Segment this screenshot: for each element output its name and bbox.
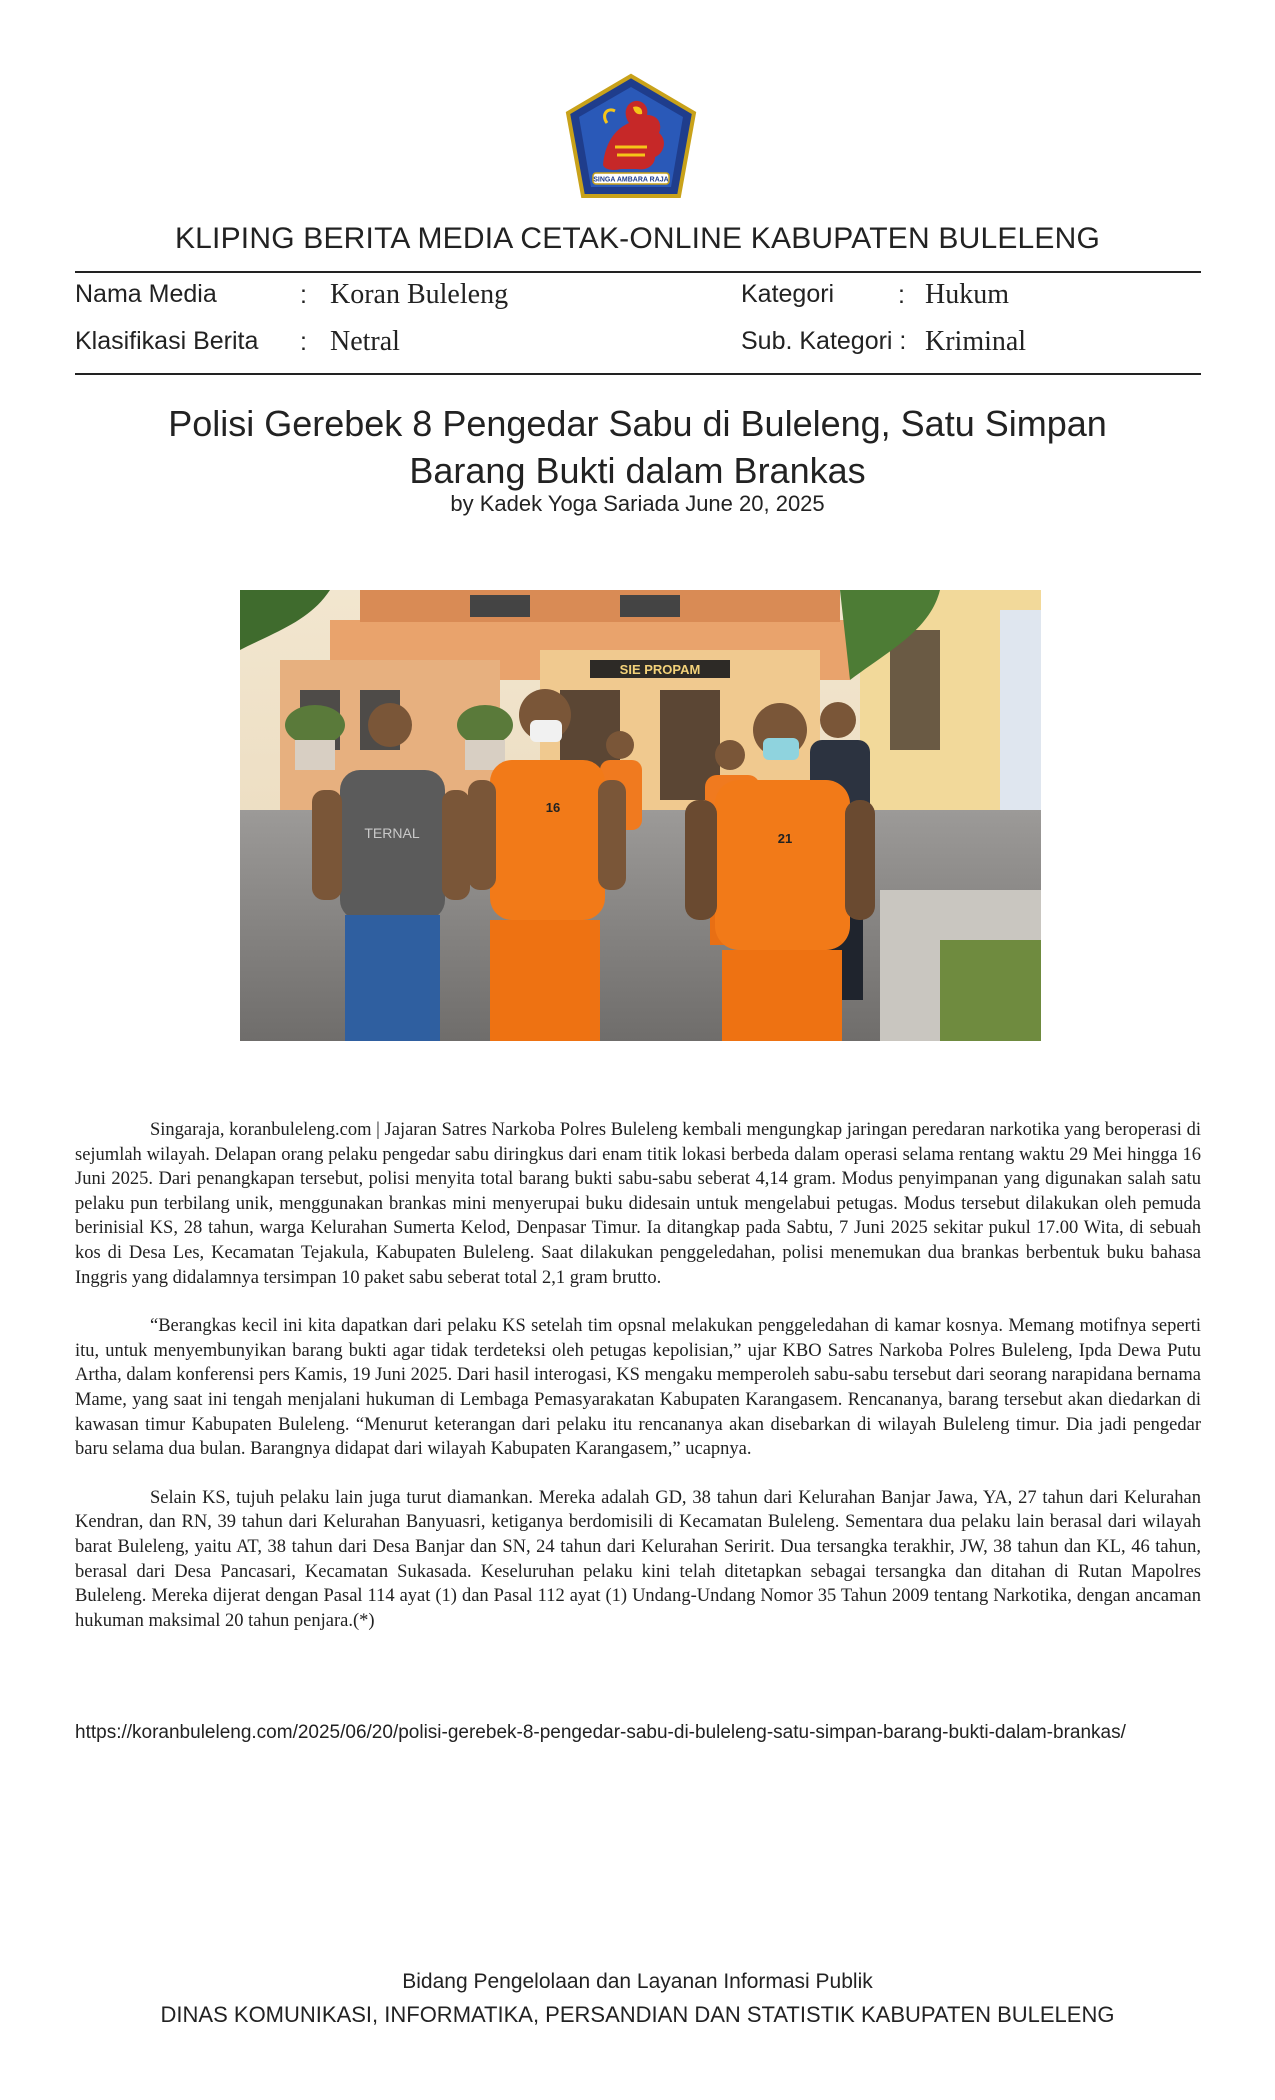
article-photo: [240, 590, 1041, 1041]
photo-prisoner-number-16: 16: [545, 800, 561, 815]
article-paragraph-1: Singaraja, koranbuleleng.com | Jajaran Satres Narkoba Polres Buleleng kembali mengungkap jaringan peredaran narkotika yang beroperasi di sejumlah wilayah. Delapan orang pelaku pengedar sabu diringkus dari enam titik lokasi berbeda dalam operasi selama rentang waktu 29 Mei hingga 16 Juni 2025. Dari penangkapan tersebut, polisi menyita total barang bukti sabu-sabu seberat 4,14 gram. Modus penyimpanan yang digunakan salah satu pelaku pun terbilang unik, menggunakan brankas mini menyerupai buku didesain untuk mengelabui petugas. Modus tersebut dilakukan oleh pemuda berinisial KS, 28 tahun, warga Kelurahan Sumerta Kelod, Denpasar Timur. Ia ditangkap pada Sabtu, 7 Juni 2025 sekitar pukul 17.00 Wita, di sebuah kos di Desa Les, Kecamatan Tejakula, Kabupaten Buleleng. Saat dilakukan penggeledahan, polisi menemukan dua brankas berbentuk buku bahasa Inggris yang didalamnya tersimpan 10 paket sabu seberat total 2,1 gram brutto.: [75, 1120, 1201, 1288]
media-name-value: Koran Buleleng: [330, 279, 509, 310]
footer-department: DINAS KOMUNIKASI, INFORMATIKA, PERSANDIAN DAN STATISTIK KABUPATEN BULELENG: [160, 2002, 1115, 2027]
media-name-label: Nama Media: [75, 280, 217, 308]
logo-motto: SINGA AMBARA RAJA: [593, 176, 669, 184]
news-classification-separator: :: [300, 328, 307, 356]
headline-line-2: Barang Bukti dalam Brankas: [409, 450, 866, 491]
photo-prisoner-number-21: 21: [777, 831, 793, 846]
article-source-url[interactable]: https://koranbuleleng.com/2025/06/20/polisi-gerebek-8-pengedar-sabu-di-buleleng-satu-simpan-barang-bukti-dalam-brankas/: [75, 1722, 1126, 1743]
sub-category-value: Kriminal: [925, 326, 1027, 357]
article-byline: by Kadek Yoga Sariada June 20, 2025: [450, 491, 825, 516]
category-value: Hukum: [925, 279, 1009, 310]
headline-line-1: Polisi Gerebek 8 Pengedar Sabu di Buleleng, Satu Simpan: [168, 403, 1107, 444]
photo-shirt-text: TERNAL: [364, 825, 420, 841]
photo-sign-text: SIE PROPAM: [619, 662, 701, 677]
article-paragraph-3: Selain KS, tujuh pelaku lain juga turut diamankan. Mereka adalah GD, 38 tahun dari Kelurahan Banjar Jawa, YA, 27 tahun dari Kelurahan Kendran, dan RN, 39 tahun dari Kelurahan Banyuasri, ketiganya berdomisili di Kecamatan Buleleng. Sementara dua pelaku lain berasal dari wilayah barat Buleleng, yaitu AT, 38 tahun dari Desa Banjar dan SN, 24 tahun dari Kelurahan Seririt. Dua tersangka terakhir, JW, 38 tahun dan KL, 46 tahun, berasal dari Desa Pancasari, Kecamatan Sukasada. Keseluruhan pelaku kini telah ditetapkan sebagai tersangka dan ditahan di Rutan Mapolres Buleleng. Mereka dijerat dengan Pasal 114 ayat (1) dan Pasal 112 ayat (1) Undang-Undang Nomor 35 Tahun 2009 tentang Narkotika, dengan ancaman hukuman maksimal 20 tahun penjara.(*): [75, 1487, 1201, 1631]
article-paragraph-2: “Berangkas kecil ini kita dapatkan dari pelaku KS setelah tim opsnal melakukan penggeledahan di kamar kosnya. Memang motifnya seperti itu, untuk menyembunyikan barang bukti agar tidak terdeteksi oleh petugas kepolisian,” ujar KBO Satres Narkoba Polres Buleleng, Ipda Dewa Putu Artha, dalam konferensi pers Kamis, 19 Juni 2025. Dari hasil interogasi, KS mengaku memperoleh sabu-sabu tersebut dari seorang narapidana bernama Mame, yang saat ini tengah menjalani hukuman di Lembaga Pemasyarakatan Kabupaten Karangasem. Rencananya, barang tersebut akan diedarkan di kawasan timur Kabupaten Buleleng. “Menurut keterangan dari pelaku itu rencananya akan disebarkan di wilayah Buleleng timur. Dia jadi pengedar baru selama dua bulan. Barangnya didapat dari wilayah Kabupaten Karangasem,” ucapnya.: [75, 1316, 1201, 1460]
clipping-header-title: KLIPING BERITA MEDIA CETAK-ONLINE KABUPATEN BULELENG: [174, 222, 1101, 255]
category-separator: :: [898, 281, 905, 309]
news-classification-label: Klasifikasi Berita: [75, 327, 259, 355]
news-classification-value: Netral: [330, 326, 400, 357]
article-body: [75, 1118, 1201, 1657]
buleleng-emblem-logo: [563, 73, 699, 201]
footer-division: Bidang Pengelolaan dan Layanan Informasi Publik: [402, 1970, 873, 1993]
category-label: Kategori: [741, 280, 835, 308]
header-bottom-rule: [75, 373, 1201, 375]
media-name-separator: :: [300, 281, 307, 309]
header-top-rule: [75, 271, 1201, 273]
sub-category-label: Sub. Kategori :: [741, 327, 907, 355]
article-headline: [100, 400, 1175, 494]
